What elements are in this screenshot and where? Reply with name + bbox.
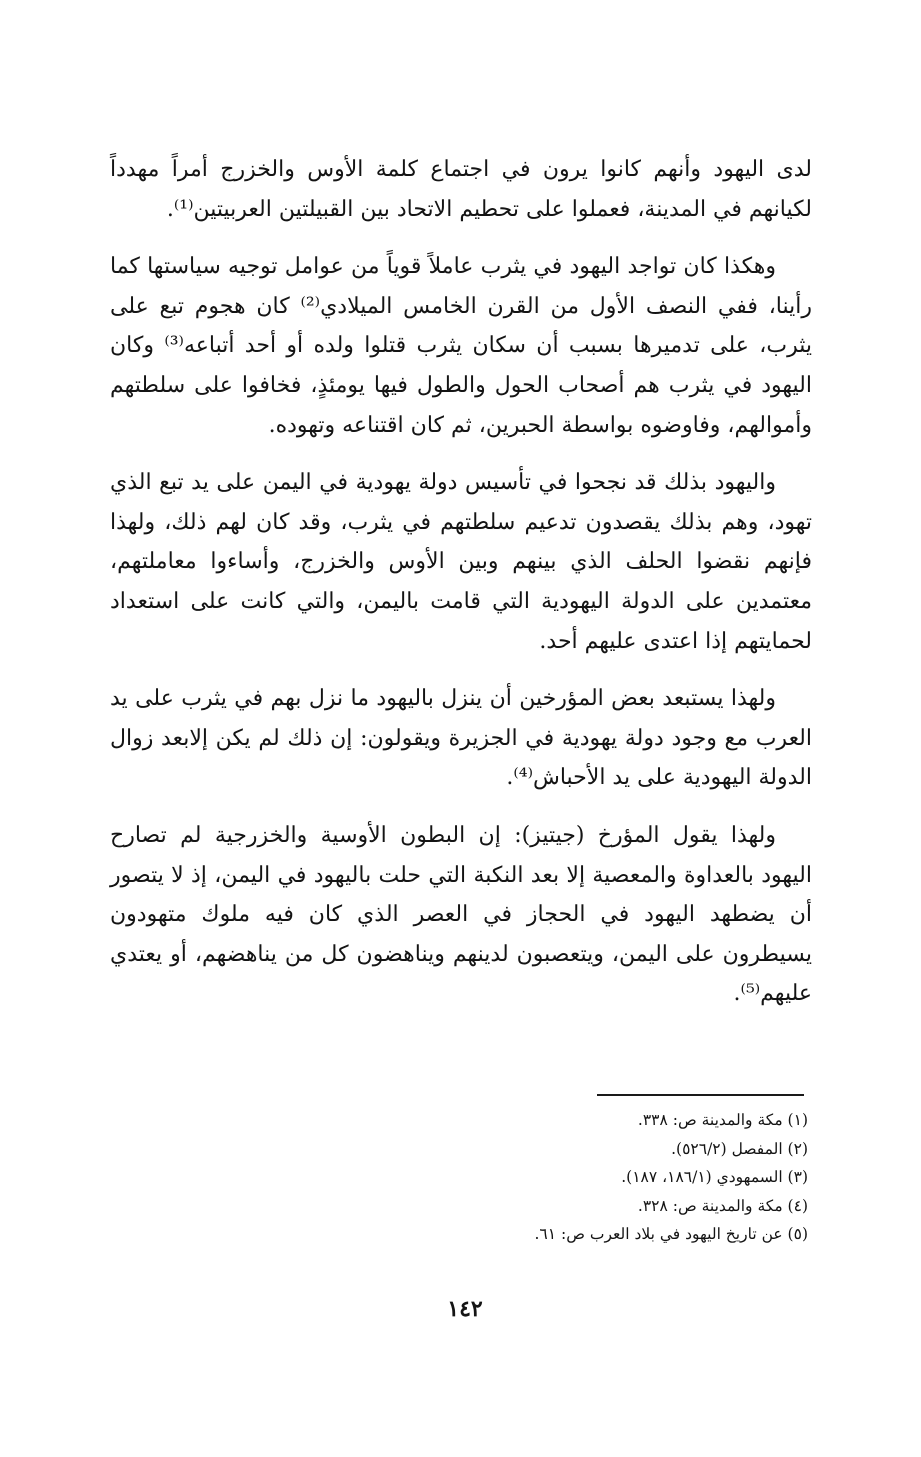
main-text [110,150,812,1032]
paragraph-5-text: ولهذا يقول المؤرخ (جيتيز): إن البطون الأوسية والخزرجية لم تصارح اليهود بالعداوة والمعصية إلا بعد النكبة التي حلت باليهود في اليمن، إذ لا يتصور أن يضطهد اليهود في الحجاز في العصر الذي كان فيه ملوك متهودون يسيطرون على اليمن، ويتعصبون لدينهم ويناهضون كل من يناهضهم، أو يعتدي عليهم⁽⁵⁾. [110,822,812,1007]
page-number: ١٤٢ [447,1296,483,1322]
footnotes [300,1106,808,1249]
footnote-1: (١) مكة والمدينة ص: ٣٣٨. [637,1111,808,1129]
paragraph-1-text: لدى اليهود وأنهم كانوا يرون في اجتماع كلمة الأوس والخزرج أمراً مهدداً لكيانهم في المدينة، فعملوا على تحطيم الاتحاد بين القبيلتين العربيتين⁽¹⁾. [110,157,812,222]
footnote-2: (٢) المفصل (٥٢٦/٢). [671,1139,808,1158]
paragraph-3-text: واليهود بذلك قد نجحوا في تأسيس دولة يهودية في اليمن على يد تبع الذي تهود، وهم بذلك يقصدون تدعيم سلطتهم في يثرب، وقد كان لهم ذلك، ولهذا فإنهم نقضوا الحلف الذي بينهم وبين الأوس والخزرج، وأساءوا معاملتهم، معتمدين على الدولة اليهودية التي قامت باليمن، والتي كانت على استعداد لحمايتهم إذا اعتدى عليهم أحد. [110,470,812,654]
paragraph-4-text: ولهذا يستبعد بعض المؤرخين أن ينزل باليهود ما نزل بهم في يثرب على يد العرب مع وجود دولة يهودية في الجزيرة ويقولون: إن ذلك لم يكن إلابعد زوال الدولة اليهودية على يد الأحباش⁽⁴⁾. [110,686,812,791]
footnote-4: (٤) مكة والمدينة ص: ٣٢٨. [637,1196,808,1215]
footnote-5: (٥) عن تاريخ اليهود في بلاد العرب ص: ٦١. [534,1225,808,1244]
paragraph-3 [110,463,812,661]
paragraph-1 [110,150,812,229]
footnote-3: (٣) السمهودي (١٨٦/١، ١٨٧). [621,1168,808,1187]
paragraph-5 [110,816,812,1014]
paragraph-2-text: وهكذا كان تواجد اليهود في يثرب عاملاً قوياً من عوامل توجيه سياستها كما رأينا، ففي النصف الأول من القرن الخامس الميلادي⁽²⁾ كان هجوم تبع على يثرب، على تدميرها بسبب أن سكان يثرب قتلوا ولده أو أحد أتباعه⁽³⁾ وكان اليهود في يثرب هم أصحاب الحول والطول فيها يومئذٍ، فخافوا على سلطتهم وأموالهم، وفاوضوه بواسطة الحبرين، ثم كان اقتناعه وتهوده. [110,254,812,438]
paragraph-4 [110,679,812,798]
paragraph-2 [110,247,812,445]
footnote-divider [597,1094,804,1096]
